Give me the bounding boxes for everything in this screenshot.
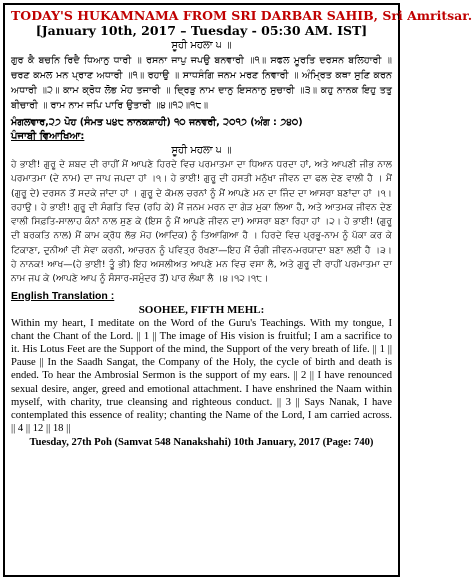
punjabi-vyakhya-text: ਹੇ ਭਾਈ! ਗੁਰੂ ਦੇ ਸ਼ਬਦ ਦੀ ਰਾਹੀਂ ਮੈਂ ਆਪਣੇ ਹਿਰਦੇ ਵਿਚ ਪਰਮਾਤਮਾ ਦਾ ਧਿਆਨ ਧਰਦਾ ਹਾਂ, ਅਤੇ ਆਪਣੀ ਜੀਭ ਨਾਲ ਪਰਮਾਤਮਾ (ਦੇ ਨਾਮ) ਦਾ ਜਾਪ ਜਪਦਾ ਹਾਂ ।੧। ਹੇ ਭਾਈ! ਗੁਰੂ ਦੀ ਹਸਤੀ ਮਨੁੱਖਾ ਜੀਵਨ ਦਾ ਫਲ ਦੇਣ ਵਾਲੀ ਹੈ । ਮੈਂ (ਗੁਰੂ ਦੇ) ਦਰਸਨ ਤੋਂ ਸਦਕੇ ਜਾਂਦਾ ਹਾਂ । ਗੁਰੂ ਦੇ ਕੋਮਲ ਚਰਨਾਂ ਨੂੰ ਮੈਂ ਆਪਣੇ ਮਨ ਦਾ ਜਿੰਦ ਦਾ ਆਸਰਾ ਬਣਾਂਦਾ ਹਾਂ ।੧।ਰਹਾਉ। ਹੇ ਭਾਈ! ਗੁਰੂ ਦੀ ਸੰਗਤਿ ਵਿਚ (ਰਹਿ ਕੇ) ਮੈਂ ਜਨਮ ਮਰਨ ਦਾ ਗੇੜ ਮੁਕਾ ਲਿਆ ਹੈ, ਅਤੇ ਆਤਮਕ ਜੀਵਨ ਦੇਣ ਵਾਲੀ ਸਿਫ਼ਤਿ-ਸਾਲਾਹ ਕੰਨਾਂ ਨਾਲ ਸੁਣ ਕੇ (ਇਸ ਨੂੰ ਮੈਂ ਆਪਣੇ ਜੀਵਨ ਦਾ) ਆਸਰਾ ਬਣਾ ਰਿਹਾ ਹਾਂ ।੨। ਹੇ ਭਾਈ! (ਗੁਰੂ ਦੀ ਬਰਕਤਿ ਨਾਲ) ਮੈਂ ਕਾਮ ਕ੍ਰੋਧ ਲੋਭ ਮੋਹ (ਆਦਿਕ) ਨੂੰ ਤਿਆਗਿਆ ਹੈ । ਹਿਰਦੇ ਵਿਚ ਪ੍ਰਭੂ-ਨਾਮ ਨੂੰ ਪੱਕਾ ਕਰ ਕੇ ਟਿਕਾਣਾ, ਦੁਨੀਆਂ ਦੀ ਸੇਵਾ ਕਰਨੀ, ਆਚਰਨ ਨੂੰ ਪਵਿਤ੍ਰ ਰੱਖਣਾ—ਇਹ ਮੈਂ ਚੰਗੀ ਜੀਵਨ-ਮਰਯਾਦਾ ਬਣਾ ਲਈ ਹੈ ।੩। ਹੇ ਨਾਨਕ! ਆਖ—(ਹੇ ਭਾਈ! ਤੂੰ ਭੀ) ਇਹ ਅਸਲੀਅਤ ਆਪਣੇ ਮਨ ਵਿਚ ਵਸਾ ਲੈ, ਅਤੇ ਗੁਰੂ ਦੀ ਰਾਹੀਂ ਪਰਮਾਤਮਾ ਦਾ ਨਾਮ ਜਪ ਕੇ (ਆਪਣੇ ਆਪ ਨੂੰ ਸੰਸਾਰ-ਸਮੁੰਦਰ ਤੋਂ) ਪਾਰ ਲੰਘਾ ਲੈ ।੪।੧੨।੧੮। <box>11 159 392 285</box>
english-translation-label: English Translation : <box>11 289 115 302</box>
gurbani-text: ਗੁਰ ਕੈ ਬਚਨਿ ਰਿਦੈ ਧਿਆਨੁ ਧਾਰੀ ॥ ਰਸਨਾ ਜਾਪੁ ਜਪਉ ਬਨਵਾਰੀ ॥੧॥ ਸਫਲ ਮੂਰਤਿ ਦਰਸਨ ਬਲਿਹਾਰੀ ॥ ਚਰਣ ਕਮਲ ਮਨ ਪ੍ਰਾਣ ਅਧਾਰੀ ॥੧॥ ਰਹਾਉ ॥ ਸਾਧਸੰਗਿ ਜਨਮ ਮਰਣ ਨਿਵਾਰੀ ॥ ਅੰਮ੍ਰਿਤ ਕਥਾ ਸੁਣਿ ਕਰਨ ਅਧਾਰੀ ॥੨॥ ਕਾਮ ਕ੍ਰੋਧ ਲੋਭ ਮੋਹ ਤਜਾਰੀ ॥ ਦ੍ਰਿੜੁ ਨਾਮ ਦਾਨੁ ਇਸਨਾਨੁ ਸੁਚਾਰੀ ॥੩॥ ਕਹੁ ਨਾਨਕ ਇਹੁ ਤਤੁ ਬੀਚਾਰੀ ॥ ਰਾਮ ਨਾਮ ਜਪਿ ਪਾਰਿ ਉਤਾਰੀ ॥੪॥੧੨॥੧੮॥ <box>11 55 392 111</box>
punjabi-vyakhya-label: ਪੰਜਾਬੀ ਵਿਆਖਿਆ: <box>11 131 85 142</box>
shabad-heading: ਸੂਹੀ ਮਹਲਾ ੫ ॥ <box>171 40 232 51</box>
english-heading: SOOHEE, FIFTH MEHL: <box>138 303 265 316</box>
page-title: TODAY'S HUKAMNAMA FROM SRI DARBAR SAHIB, Sri Amritsar. <box>11 8 472 23</box>
date-ang-line: ਮੰਗਲਵਾਰ,੨੭ ਪੋਹ (ਸੰਮਤ ੫੪੮ ਨਾਨਕਸ਼ਾਹੀ) ੧੦ ਜਨਵਰੀ, ੨੦੧੭ (ਅੰਗ : ੭੪੦) <box>11 117 303 128</box>
footer-date-line: Tuesday, 27th Poh (Samvat 548 Nanakshahi) 10th January, 2017 (Page: 740) <box>29 436 374 448</box>
punjabi-shabad-heading: ਸੂਹੀ ਮਹਲਾ ੫ ॥ <box>171 145 232 156</box>
date-line: [January 10th, 2017 – Tuesday - 05:30 AM. IST] <box>35 23 368 38</box>
english-translation-text: Within my heart, I meditate on the Word of the Guru's Teachings. With my tongue, I chant the Chant of the Lord. || 1 || The image of His vision is fruitful; I am a sacrifice to it. His Lotus Feet are the Support of the mind, the Support of the very breath of life. || 1 || Pause || In the Saadh Sangat, the Company of the Holy, the cycle of birth and death is ended. To hear the Ambrosial Sermon is the support of my ears. || 2 || I have renounced sexual desire, anger, greed and emotional attachment. I have enshrined the Naam within myself, with charity, true cleansing and righteous conduct. || 3 || Says Nanak, I have contemplated this essence of reality; chanting the Name of the Lord, I am carried across. || 4 || 12 || 18 || <box>11 317 392 435</box>
hukamnama-document <box>3 3 472 577</box>
